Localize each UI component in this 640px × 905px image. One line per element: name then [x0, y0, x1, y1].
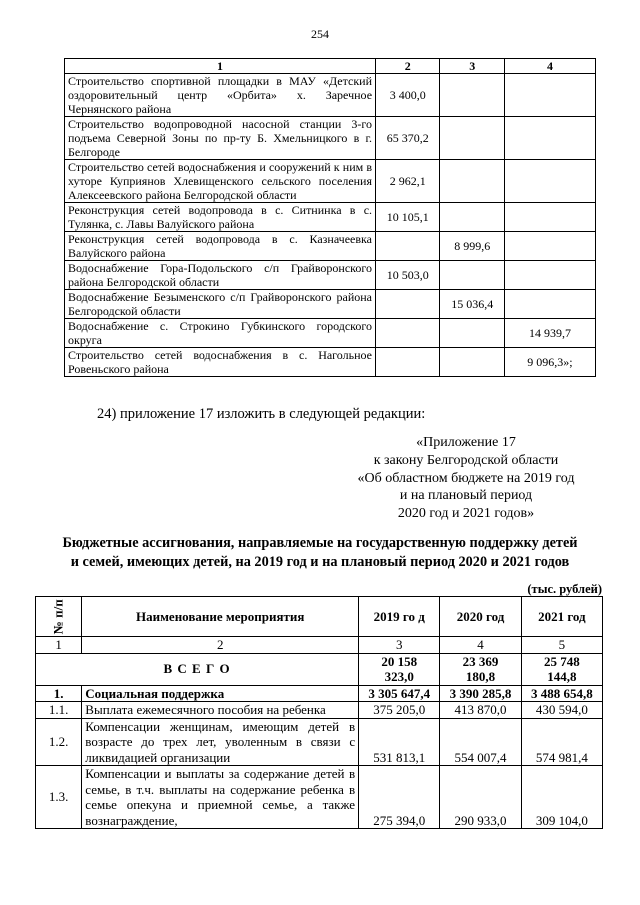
row-value-3 [440, 203, 504, 232]
page-number: 254 [311, 27, 329, 41]
appendix-line: и на плановый период [399, 488, 533, 504]
row-value-3 [440, 319, 504, 348]
row-2019: 3 305 647,4 [359, 685, 440, 702]
table-row [36, 685, 603, 702]
row-value-4 [504, 261, 595, 290]
table-row [65, 117, 596, 160]
table-row [65, 160, 596, 203]
total-2019-a: 20 158 [381, 653, 418, 669]
row-value-2 [376, 232, 440, 261]
row-2021: 430 594,0 [521, 702, 602, 719]
row-value-4: 14 939,7 [504, 319, 595, 348]
table-header-row [36, 597, 603, 637]
row-value-4: 9 096,3»; [504, 348, 595, 377]
total-2020-b: 180,8 [465, 669, 496, 684]
header-2020: 2020 год [440, 597, 521, 637]
row-name: Социальная поддержка [82, 685, 359, 702]
table-row [36, 718, 603, 766]
row-value-3: 15 036,4 [440, 290, 504, 319]
row-value-2: 2 962,1 [376, 160, 440, 203]
row-2019: 375 205,0 [359, 702, 440, 719]
row-2020: 554 007,4 [440, 718, 521, 766]
row-2020: 413 870,0 [440, 702, 521, 719]
row-2021: 309 104,0 [521, 766, 602, 829]
index-cell: 4 [440, 637, 521, 654]
total-row [36, 653, 603, 685]
row-value-4 [504, 74, 595, 117]
row-name: Водоснабжение Безыменского с/п Грайворонского района Белгородской области [65, 290, 376, 319]
header-cell: 3 [440, 59, 504, 74]
appendix-line: к закону Белгородской области [373, 452, 559, 468]
row-value-3 [440, 74, 504, 117]
total-2019 [359, 653, 440, 685]
row-no: 1. [36, 685, 82, 702]
units-label: (тыс. рублей) [527, 582, 602, 596]
index-cell: 5 [521, 637, 602, 654]
heading-line: и семей, имеющих детей, на 2019 год и на плановый период 2020 и 2021 годов [70, 554, 570, 570]
row-name: Строительство сетей водоснабжения в с. Нагольное Ровеньского района [65, 348, 376, 377]
index-cell: 1 [36, 637, 82, 654]
document-heading [30, 534, 610, 572]
row-value-2 [376, 348, 440, 377]
row-value-2 [376, 290, 440, 319]
total-2021-a: 25 748 [543, 653, 580, 669]
total-2020 [440, 653, 521, 685]
row-2019: 275 394,0 [359, 766, 440, 829]
total-2021-b: 144,8 [547, 669, 577, 684]
header-no [36, 597, 82, 637]
header-no-text: № п/п [50, 599, 66, 634]
amendment-paragraph: 24) приложение 17 изложить в следующей редакции: [97, 406, 426, 422]
row-2020: 290 933,0 [440, 766, 521, 829]
header-2021: 2021 год [521, 597, 602, 637]
table-header-row [65, 59, 596, 74]
row-value-4 [504, 232, 595, 261]
row-value-3 [440, 160, 504, 203]
row-value-2: 65 370,2 [376, 117, 440, 160]
table-row [65, 203, 596, 232]
row-name: Водоснабжение с. Строкино Губкинского городского округа [65, 319, 376, 348]
row-name: Компенсации женщинам, имеющим детей в возрасте до трех лет, уволенным в связи с ликвидацией организации [82, 718, 359, 766]
heading-line: Бюджетные ассигнования, направляемые на государственную поддержку детей [62, 535, 578, 551]
table-row [65, 290, 596, 319]
budget-table [35, 596, 603, 829]
header-name: Наименование мероприятия [82, 597, 359, 637]
row-value-4 [504, 117, 595, 160]
total-label: В С Е Г О [36, 653, 359, 685]
appendix-line: «Об областном бюджете на 2019 год [357, 470, 575, 486]
construction-table [64, 58, 596, 377]
row-2021: 3 488 654,8 [521, 685, 602, 702]
row-name: Строительство водопроводной насосной станции 3-го подъема Северной Зоны по пр-ту Б. Хмельницкого в г. Белгороде [65, 117, 376, 160]
appendix-line: «Приложение 17 [416, 435, 516, 450]
header-cell: 4 [504, 59, 595, 74]
row-value-4 [504, 290, 595, 319]
total-2019-b: 323,0 [384, 669, 414, 684]
row-value-4 [504, 203, 595, 232]
total-2020-a: 23 369 [462, 653, 499, 669]
row-name: Строительство спортивной площадки в МАУ «Детский оздоровительный центр «Орбита» х. Заречное Чернянского района [65, 74, 376, 117]
table-row [36, 766, 603, 829]
table-row [36, 702, 603, 719]
header-cell: 1 [65, 59, 376, 74]
row-value-2: 10 105,1 [376, 203, 440, 232]
row-value-2: 3 400,0 [376, 74, 440, 117]
index-row [36, 637, 603, 654]
row-name: Выплата ежемесячного пособия на ребенка [82, 702, 359, 719]
appendix-line: 2020 год и 2021 годов» [397, 506, 535, 522]
row-2021: 574 981,4 [521, 718, 602, 766]
index-cell: 2 [82, 637, 359, 654]
header-2019: 2019 го д [359, 597, 440, 637]
row-name: Реконструкция сетей водопровода в с. Ситнинка в с. Тулянка, с. Лавы Валуйского района [65, 203, 376, 232]
row-no: 1.1. [36, 702, 82, 719]
row-name: Реконструкция сетей водопровода в с. Казначеевка Валуйского района [65, 232, 376, 261]
row-value-2 [376, 319, 440, 348]
row-name: Компенсации и выплаты за содержание детей в семье, в т.ч. выплаты на содержание ребенка в семье опекуна и приемной семье, а также вознаграждение, [82, 766, 359, 829]
row-2019: 531 813,1 [359, 718, 440, 766]
table-row [65, 261, 596, 290]
index-cell: 3 [359, 637, 440, 654]
table-row [65, 348, 596, 377]
row-value-4 [504, 160, 595, 203]
total-2021 [521, 653, 602, 685]
row-value-2: 10 503,0 [376, 261, 440, 290]
row-value-3: 8 999,6 [440, 232, 504, 261]
table-row [65, 74, 596, 117]
row-value-3 [440, 348, 504, 377]
appendix-reference [336, 434, 596, 523]
table-row [65, 319, 596, 348]
row-name: Строительство сетей водоснабжения и сооружений к ним в хуторе Куприянов Хлевищенского сельского поселения Алексеевского района Белгородской области [65, 160, 376, 203]
row-value-3 [440, 117, 504, 160]
row-no: 1.2. [36, 718, 82, 766]
row-value-3 [440, 261, 504, 290]
table-row [65, 232, 596, 261]
row-name: Водоснабжение Гора-Подольского с/п Грайворонского района Белгородской области [65, 261, 376, 290]
header-cell: 2 [376, 59, 440, 74]
row-no: 1.3. [36, 766, 82, 829]
row-2020: 3 390 285,8 [440, 685, 521, 702]
